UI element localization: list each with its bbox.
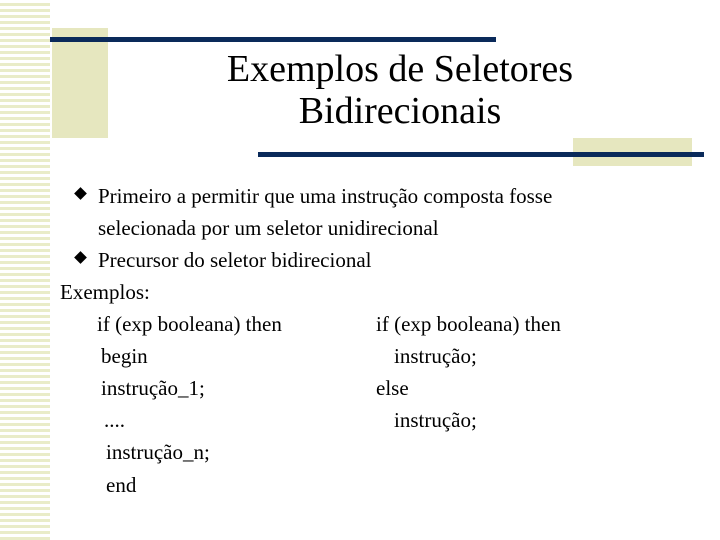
- slide-body: [60, 180, 700, 501]
- title-line-2: Bidirecionais: [298, 90, 502, 132]
- code-row: [60, 404, 700, 436]
- bullet-text: Precursor do seletor bidirecional: [98, 248, 372, 272]
- code-line-left: instrução_n;: [106, 440, 210, 464]
- code-line-right: instrução;: [394, 408, 477, 432]
- examples-label: Exemplos:: [60, 280, 150, 304]
- code-row: [60, 340, 700, 372]
- code-row: [60, 436, 700, 468]
- code-line-right: else: [376, 376, 409, 400]
- bullet-item: [60, 180, 700, 244]
- code-line-left: if (exp booleana) then: [97, 312, 282, 336]
- title-rule-top: [50, 37, 496, 42]
- code-row: [60, 308, 700, 340]
- diamond-bullet-icon: [74, 251, 87, 264]
- bullet-text-continued: selecionada por um seletor unidirecional: [98, 216, 439, 240]
- code-line-left: ....: [104, 408, 125, 432]
- title-rule-bottom: [258, 152, 704, 157]
- decorative-square-top: [52, 28, 108, 138]
- diamond-bullet-icon: [74, 187, 87, 200]
- bullet-item: [60, 244, 700, 276]
- code-row: [60, 372, 700, 404]
- bullet-text: Primeiro a permitir que uma instrução composta fosse: [98, 184, 553, 208]
- code-line-left: end: [106, 473, 137, 497]
- title-line-1: Exemplos de Seletores: [226, 48, 574, 90]
- decorative-stripes: [0, 0, 50, 540]
- code-line-right: if (exp booleana) then: [376, 312, 561, 336]
- code-row: [60, 469, 700, 501]
- slide-title: [150, 48, 650, 132]
- code-line-left: begin: [101, 344, 148, 368]
- code-line-right: instrução;: [394, 344, 477, 368]
- code-line-left: instrução_1;: [101, 376, 205, 400]
